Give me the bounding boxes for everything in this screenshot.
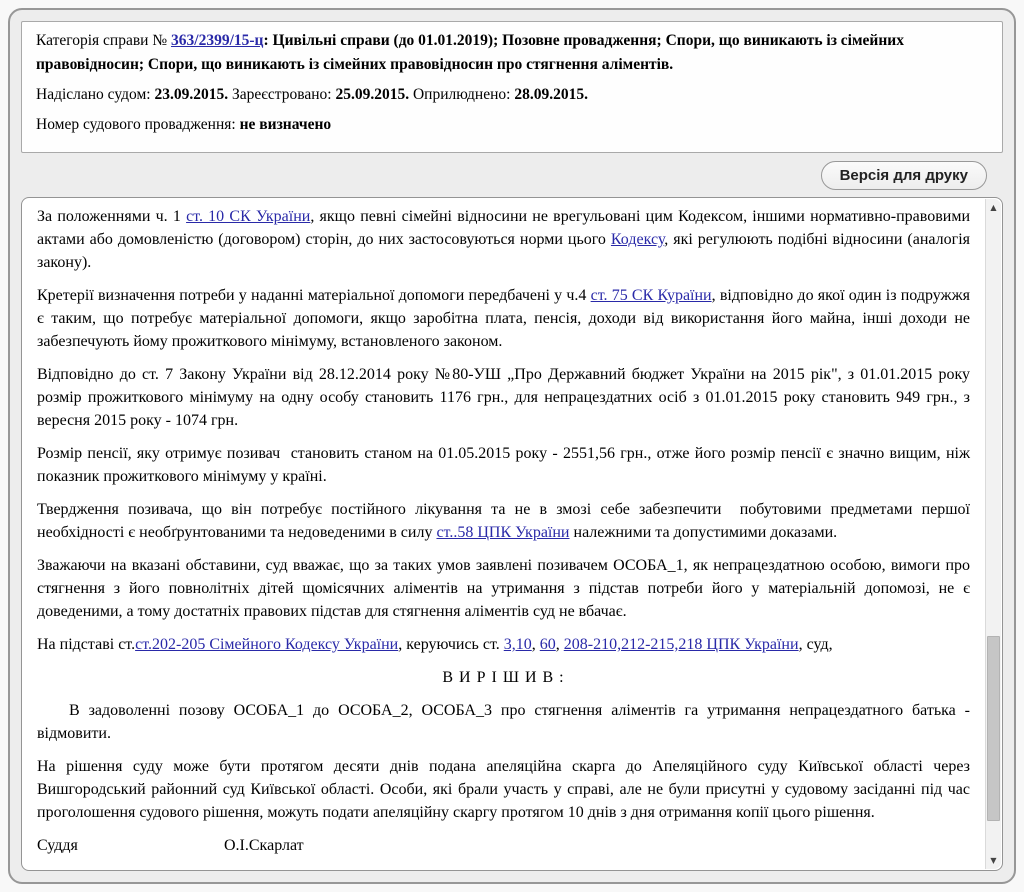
statute-link[interactable]: ст..58 ЦПК України bbox=[436, 524, 570, 541]
text-segment: Цивільні справи (до 01.01.2019); Позовне провадження; Спори, що виникають із сімейних правовідносин; Спори, що виникають із сімейних правовідносин про стягнення аліментів. bbox=[36, 32, 904, 73]
decision-heading bbox=[37, 666, 970, 689]
text-segment: Зареєстровано: bbox=[228, 86, 336, 103]
document-paragraph bbox=[37, 554, 974, 623]
text-segment: На рішення суду може бути протягом десяти днів подана апеляційна скарга до Апеляційного суду Київської області через Вишгородський районний суд Київської області. Особи, які брали участь у справі, але не були присутні у судовому засіданні під час проголошення судового рішення, можуть подати апеляційну скаргу протягом 10 днів з дня отримання копії цього рішення. bbox=[37, 758, 974, 821]
text-segment: : bbox=[263, 32, 273, 49]
statute-link[interactable]: ст. 10 СК України bbox=[186, 208, 311, 225]
scrollbar[interactable] bbox=[985, 199, 1001, 869]
text-segment: Оприлюднено: bbox=[409, 86, 515, 103]
document-paragraph bbox=[37, 284, 974, 353]
statute-link[interactable]: ст. 75 СК Кураїни bbox=[590, 287, 712, 304]
judge-name: О.І.Скарлат bbox=[224, 837, 304, 854]
text-segment: , bbox=[531, 636, 540, 653]
text-segment: На підставі ст. bbox=[37, 636, 136, 653]
case-dates-row bbox=[36, 83, 988, 107]
scroll-thumb[interactable] bbox=[987, 636, 1000, 821]
text-segment: Номер судового провадження: bbox=[36, 116, 240, 133]
document-paragraph bbox=[37, 205, 975, 274]
text-segment: Зважаючи на вказані обставини, суд вважає, що за таких умов заявлені позивачем ОСОБА_1, як непрацездатною особою, вимоги про стягнення з його повнолітніх дітей щомісячних аліментів на утримання з підстав потреби його у матеріальній допомозі, не є доведеними, а тому достатніх правових підстав для стягнення аліментів суд не вбачає. bbox=[37, 557, 974, 620]
statute-link[interactable]: 208-210,212-215,218 ЦПК України bbox=[563, 636, 799, 653]
text-segment: , bbox=[555, 636, 564, 653]
text-segment: 25.09.2015. bbox=[335, 86, 410, 103]
decision-text-panel bbox=[21, 197, 1003, 871]
text-segment: Кретерії визначення потреби у наданні матеріальної допомоги передбачені у ч.4 bbox=[37, 287, 591, 304]
toolbar bbox=[21, 153, 1003, 197]
text-segment: Категорія справи № bbox=[36, 32, 172, 49]
case-proceeding-number-row bbox=[36, 113, 988, 137]
text-segment: , суд, bbox=[798, 636, 833, 653]
decision-text bbox=[22, 198, 984, 870]
document-paragraph bbox=[37, 442, 974, 488]
text-segment: належними та допустимими доказами. bbox=[569, 524, 838, 541]
text-segment: Відповідно до ст. 7 Закону України від 28.12.2014 року №80-УШ „Про Державний бюджет України на 2015 рік", з 01.01.2015 року розмір прожиткового мінімуму на одну особу становить 1176 грн., для непрацездатних осіб з 01.01.2015 року становить 949 грн., з вересня 2015 року - 1074 грн. bbox=[37, 366, 974, 429]
text-segment: , відповідно до якої один із подружжя є таким, що потребує матеріальної допомоги, якщо заробітна плата, пенсія, доходи від використання його майна, інші доходи не забезпечують йому прожиткового мінімуму, встановленого законом. bbox=[37, 287, 974, 350]
case-number-link[interactable]: 363/2399/15-ц bbox=[171, 32, 264, 49]
document-paragraph bbox=[37, 363, 974, 432]
text-segment: , якщо певні сімейні відносини не врегульовані цим Кодексом, іншими нормативно-правовими актами або домовленістю (договором) сторін, до них застосовуються норми цього bbox=[37, 208, 975, 248]
text-segment: В И Р І Ш И В : bbox=[442, 669, 565, 686]
document-paragraph bbox=[37, 633, 970, 656]
print-version-button[interactable]: Версія для друку bbox=[821, 161, 987, 190]
case-category-row bbox=[36, 29, 988, 77]
scroll-track[interactable] bbox=[986, 215, 1001, 853]
text-segment: В задоволенні позову ОСОБА_1 до ОСОБА_2, ОСОБА_3 про стягнення аліментів га утримання непрацездатного батька - відмовити. bbox=[37, 702, 974, 742]
text-segment: не визначено bbox=[239, 116, 332, 133]
scroll-down-icon[interactable]: ▼ bbox=[990, 856, 997, 865]
document-paragraph bbox=[37, 755, 974, 824]
text-segment: Надіслано судом: bbox=[36, 86, 155, 103]
text-segment: Твердження позивача, що він потребує постійного лікування та не в змозі себе забезпечити побутовими предметами першої необхідності є необґрунтованими та недоведеними в силу bbox=[37, 501, 974, 541]
case-info-panel bbox=[21, 21, 1003, 153]
document-paragraph bbox=[37, 498, 974, 544]
judge-label: Суддя bbox=[37, 837, 78, 854]
judge-signature-row bbox=[37, 834, 970, 857]
text-segment: , керуючись ст. bbox=[398, 636, 504, 653]
text-segment: 28.09.2015. bbox=[514, 86, 588, 103]
text-segment: 23.09.2015. bbox=[154, 86, 229, 103]
scroll-up-icon[interactable]: ▲ bbox=[990, 203, 997, 212]
text-segment: За положеннями ч. 1 bbox=[37, 208, 187, 225]
text-segment: Розмір пенсії, яку отримує позивач становить станом на 01.05.2015 року - 2551,56 грн., отже його розмір пенсії є значно вищим, ніж показник прожиткового мінімуму у країні. bbox=[37, 445, 974, 485]
document-paragraph bbox=[37, 699, 974, 745]
text-segment: , які регулюють подібні відносини (аналогія закону). bbox=[37, 231, 975, 271]
case-card bbox=[8, 8, 1016, 884]
statute-link[interactable]: Кодексу bbox=[610, 231, 665, 248]
statute-link[interactable]: ст.202-205 Сімейного Кодексу України bbox=[135, 636, 399, 653]
statute-link[interactable]: 60 bbox=[539, 636, 556, 653]
statute-link[interactable]: 3,10 bbox=[503, 636, 532, 653]
